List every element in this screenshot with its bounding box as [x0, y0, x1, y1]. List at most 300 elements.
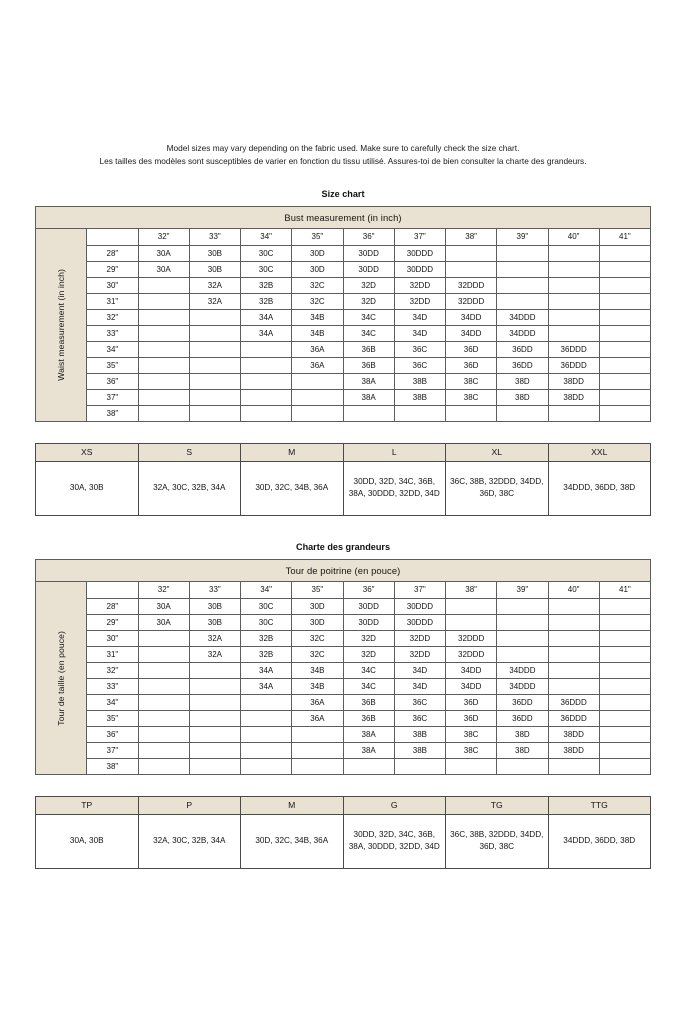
english-cell — [343, 405, 394, 421]
french-row-header: 34" — [87, 694, 138, 710]
english-cell — [189, 357, 240, 373]
french-row-header: 38" — [87, 758, 138, 774]
french-cell — [138, 646, 189, 662]
english-cell — [497, 405, 548, 421]
french-cell: 30DDD — [394, 598, 445, 614]
french-cell — [292, 742, 343, 758]
english-cell: 38D — [497, 389, 548, 405]
english-measurement-table — [35, 206, 651, 422]
english-cell: 30C — [241, 261, 292, 277]
english-category-value: 30DD, 32D, 34C, 36B, 38A, 30DDD, 32DD, 34D — [343, 461, 446, 515]
english-cell — [292, 405, 343, 421]
french-cell — [241, 742, 292, 758]
english-cell: 38D — [497, 373, 548, 389]
french-row-header: 33" — [87, 678, 138, 694]
english-cell: 34C — [343, 309, 394, 325]
french-cell — [599, 742, 650, 758]
table-row — [36, 261, 651, 277]
english-cell — [497, 293, 548, 309]
english-cell: 38DD — [548, 389, 599, 405]
french-category-value: 32A, 30C, 32B, 34A — [138, 814, 241, 868]
french-cell — [394, 758, 445, 774]
french-cell — [497, 758, 548, 774]
english-cell: 34DDD — [497, 309, 548, 325]
french-cell — [497, 614, 548, 630]
french-cell: 30D — [292, 614, 343, 630]
french-cell: 36DD — [497, 694, 548, 710]
french-cell: 38C — [446, 742, 497, 758]
french-category-value: 34DDD, 36DD, 38D — [548, 814, 651, 868]
english-cell: 38C — [446, 389, 497, 405]
french-cell: 32D — [343, 630, 394, 646]
english-banner-label: Bust measurement (in inch) — [36, 206, 651, 228]
english-cell — [497, 245, 548, 261]
english-cell: 34A — [241, 309, 292, 325]
english-row-header: 36" — [87, 373, 138, 389]
table-row — [36, 630, 651, 646]
french-cell: 34A — [241, 678, 292, 694]
french-category-header: TP — [36, 796, 139, 814]
french-cell: 34A — [241, 662, 292, 678]
french-category-value: 30DD, 32D, 34C, 36B, 38A, 30DDD, 32DD, 34D — [343, 814, 446, 868]
english-category-value: 30D, 32C, 34B, 36A — [241, 461, 344, 515]
french-cell — [599, 662, 650, 678]
english-cell: 36DD — [497, 341, 548, 357]
english-column-header: 37" — [394, 228, 445, 245]
french-cell — [189, 662, 240, 678]
french-cell — [189, 678, 240, 694]
english-category-value: 32A, 30C, 32B, 34A — [138, 461, 241, 515]
french-cell: 34B — [292, 678, 343, 694]
english-column-header: 33" — [189, 228, 240, 245]
french-cell: 34B — [292, 662, 343, 678]
english-row-axis-label-text: Waist measurement (in inch) — [56, 269, 67, 381]
english-cell — [241, 405, 292, 421]
french-cell — [138, 630, 189, 646]
english-cell: 32A — [189, 277, 240, 293]
french-cell — [138, 662, 189, 678]
english-row-header: 38" — [87, 405, 138, 421]
english-cell: 32D — [343, 277, 394, 293]
english-cell — [599, 373, 650, 389]
english-cell: 30DDD — [394, 261, 445, 277]
french-cell — [292, 758, 343, 774]
french-cell — [138, 758, 189, 774]
french-cell — [189, 694, 240, 710]
english-cell — [599, 325, 650, 341]
english-cell: 30DD — [343, 245, 394, 261]
french-cell: 34DD — [446, 662, 497, 678]
french-column-header: 38" — [446, 581, 497, 598]
french-cell — [189, 710, 240, 726]
english-cell — [548, 261, 599, 277]
english-cell: 32C — [292, 277, 343, 293]
english-cell — [189, 389, 240, 405]
table-row — [36, 405, 651, 421]
english-cell — [548, 245, 599, 261]
english-cell: 32DD — [394, 277, 445, 293]
french-cell: 32A — [189, 630, 240, 646]
french-cell: 32DD — [394, 646, 445, 662]
english-cell: 34B — [292, 325, 343, 341]
table-row — [36, 646, 651, 662]
french-cell: 36B — [343, 694, 394, 710]
french-cell — [548, 758, 599, 774]
french-column-header: 33" — [189, 581, 240, 598]
french-cell: 30DDD — [394, 614, 445, 630]
english-cell — [138, 373, 189, 389]
french-category-header: TTG — [548, 796, 651, 814]
french-row-header: 28" — [87, 598, 138, 614]
french-cell — [241, 710, 292, 726]
english-cell — [292, 373, 343, 389]
english-cell — [497, 261, 548, 277]
english-cell — [446, 405, 497, 421]
intro-line-english: Model sizes may vary depending on the fabric used. Make sure to carefully check the size chart. — [166, 143, 520, 153]
english-cell — [548, 325, 599, 341]
french-cell: 30B — [189, 598, 240, 614]
french-cell: 32D — [343, 646, 394, 662]
french-cell: 36A — [292, 710, 343, 726]
english-cell: 30B — [189, 245, 240, 261]
french-cell: 38A — [343, 726, 394, 742]
french-cell: 32DDD — [446, 646, 497, 662]
french-cell: 30DD — [343, 614, 394, 630]
english-category-value-row — [36, 461, 651, 515]
english-cell — [446, 245, 497, 261]
french-cell: 36D — [446, 694, 497, 710]
english-category-header: XS — [36, 443, 139, 461]
english-cell: 36DD — [497, 357, 548, 373]
english-cell: 34A — [241, 325, 292, 341]
french-category-value-row — [36, 814, 651, 868]
english-cell: 30C — [241, 245, 292, 261]
english-cell: 32DDD — [446, 293, 497, 309]
french-cell — [599, 694, 650, 710]
french-cell — [241, 758, 292, 774]
french-column-header — [87, 581, 138, 598]
english-cell — [599, 277, 650, 293]
french-cell: 36C — [394, 710, 445, 726]
english-cell — [599, 309, 650, 325]
french-cell: 30C — [241, 598, 292, 614]
english-category-value: 30A, 30B — [36, 461, 139, 515]
english-category-table — [35, 443, 651, 516]
english-cell: 36D — [446, 341, 497, 357]
english-row-axis-label — [36, 228, 87, 421]
french-section-title: Charte des grandeurs — [296, 541, 390, 552]
english-cell — [138, 293, 189, 309]
english-cell — [138, 341, 189, 357]
english-column-header: 38" — [446, 228, 497, 245]
table-row — [36, 277, 651, 293]
french-row-header: 32" — [87, 662, 138, 678]
english-column-header: 34" — [241, 228, 292, 245]
english-cell: 32DD — [394, 293, 445, 309]
english-cell: 38A — [343, 373, 394, 389]
french-cell: 34C — [343, 662, 394, 678]
english-cell: 36A — [292, 341, 343, 357]
english-cell — [189, 373, 240, 389]
english-column-header: 35" — [292, 228, 343, 245]
english-cell — [548, 277, 599, 293]
english-section-title: Size chart — [321, 188, 365, 199]
french-cell: 36D — [446, 710, 497, 726]
english-cell: 30DDD — [394, 245, 445, 261]
table-row — [36, 341, 651, 357]
french-cell — [548, 662, 599, 678]
english-cell: 30DD — [343, 261, 394, 277]
french-cell: 32DDD — [446, 630, 497, 646]
french-cell — [292, 726, 343, 742]
english-category-header: XXL — [548, 443, 651, 461]
french-row-header: 29" — [87, 614, 138, 630]
french-banner-label: Tour de poitrine (en pouce) — [36, 559, 651, 581]
table-row — [36, 758, 651, 774]
french-cell — [599, 758, 650, 774]
french-cell: 36A — [292, 694, 343, 710]
french-cell — [189, 758, 240, 774]
french-cell — [138, 694, 189, 710]
english-cell: 36B — [343, 341, 394, 357]
english-cell: 36DDD — [548, 341, 599, 357]
french-cell: 36DDD — [548, 694, 599, 710]
english-cell: 34DDD — [497, 325, 548, 341]
table-row — [36, 662, 651, 678]
english-banner-row — [36, 206, 651, 228]
english-cell: 34C — [343, 325, 394, 341]
french-cell — [548, 678, 599, 694]
french-cell — [446, 598, 497, 614]
french-category-table — [35, 796, 651, 869]
french-cell: 34C — [343, 678, 394, 694]
english-cell: 32B — [241, 277, 292, 293]
english-row-header: 31" — [87, 293, 138, 309]
english-cell: 36DDD — [548, 357, 599, 373]
english-category-value: 34DDD, 36DD, 38D — [548, 461, 651, 515]
french-cell — [241, 694, 292, 710]
english-cell — [189, 309, 240, 325]
french-cell — [548, 646, 599, 662]
english-category-header: M — [241, 443, 344, 461]
french-cell — [343, 758, 394, 774]
french-cell — [446, 614, 497, 630]
table-row — [36, 726, 651, 742]
english-row-header: 32" — [87, 309, 138, 325]
english-cell: 32A — [189, 293, 240, 309]
table-row — [36, 373, 651, 389]
french-cell — [599, 646, 650, 662]
english-cell — [292, 389, 343, 405]
english-row-header: 28" — [87, 245, 138, 261]
french-row-header: 37" — [87, 742, 138, 758]
english-cell — [548, 293, 599, 309]
french-cell — [497, 598, 548, 614]
french-category-header: G — [343, 796, 446, 814]
french-table-body — [36, 559, 651, 774]
french-category-header: TG — [446, 796, 549, 814]
table-row — [36, 357, 651, 373]
english-cell — [599, 357, 650, 373]
english-row-header: 29" — [87, 261, 138, 277]
french-cell: 34DDD — [497, 662, 548, 678]
english-cell: 36C — [394, 357, 445, 373]
english-cell: 32B — [241, 293, 292, 309]
english-cell: 36B — [343, 357, 394, 373]
english-cell: 34DD — [446, 325, 497, 341]
french-cell — [138, 678, 189, 694]
english-cell — [599, 293, 650, 309]
french-column-header: 34" — [241, 581, 292, 598]
english-cell: 32DDD — [446, 277, 497, 293]
french-category-header: P — [138, 796, 241, 814]
english-cell: 30B — [189, 261, 240, 277]
french-cell: 30DD — [343, 598, 394, 614]
french-cell: 30C — [241, 614, 292, 630]
french-cell — [497, 630, 548, 646]
french-category-value: 30A, 30B — [36, 814, 139, 868]
english-cell: 38B — [394, 373, 445, 389]
french-cell: 38B — [394, 742, 445, 758]
english-category-header-row — [36, 443, 651, 461]
french-cell: 38DD — [548, 726, 599, 742]
english-cell — [138, 357, 189, 373]
french-cell: 38D — [497, 742, 548, 758]
french-cell: 38A — [343, 742, 394, 758]
french-cell: 30A — [138, 598, 189, 614]
english-cell — [138, 405, 189, 421]
english-category-body — [36, 443, 651, 515]
english-category-value: 36C, 38B, 32DDD, 34DD, 36D, 38C — [446, 461, 549, 515]
english-cell: 34B — [292, 309, 343, 325]
english-cell — [189, 341, 240, 357]
french-cell — [189, 726, 240, 742]
english-cell — [189, 405, 240, 421]
french-category-value: 30D, 32C, 34B, 36A — [241, 814, 344, 868]
english-cell — [241, 341, 292, 357]
english-table-body — [36, 206, 651, 421]
french-row-header: 30" — [87, 630, 138, 646]
english-cell: 32C — [292, 293, 343, 309]
english-cell — [599, 389, 650, 405]
french-cell: 36C — [394, 694, 445, 710]
english-category-header: L — [343, 443, 446, 461]
french-cell: 32A — [189, 646, 240, 662]
english-cell — [599, 341, 650, 357]
french-cell: 38B — [394, 726, 445, 742]
intro-disclaimer — [35, 0, 651, 169]
english-column-header: 36" — [343, 228, 394, 245]
french-cell — [599, 614, 650, 630]
table-row — [36, 710, 651, 726]
english-column-header: 40" — [548, 228, 599, 245]
french-column-header: 36" — [343, 581, 394, 598]
english-cell: 38A — [343, 389, 394, 405]
table-row — [36, 694, 651, 710]
french-cell: 32C — [292, 630, 343, 646]
french-cell: 32B — [241, 646, 292, 662]
french-cell: 30A — [138, 614, 189, 630]
french-cell — [599, 726, 650, 742]
english-row-header: 34" — [87, 341, 138, 357]
french-cell — [138, 726, 189, 742]
english-cell: 34D — [394, 309, 445, 325]
french-cell: 30B — [189, 614, 240, 630]
french-cell — [241, 726, 292, 742]
english-row-header: 35" — [87, 357, 138, 373]
english-column-header — [87, 228, 138, 245]
french-category-value: 36C, 38B, 32DDD, 34DD, 36D, 38C — [446, 814, 549, 868]
french-category-header-row — [36, 796, 651, 814]
english-cell: 30D — [292, 245, 343, 261]
english-cell: 30D — [292, 261, 343, 277]
french-column-header: 35" — [292, 581, 343, 598]
table-row — [36, 325, 651, 341]
english-cell — [497, 277, 548, 293]
english-category-header: S — [138, 443, 241, 461]
french-cell — [138, 742, 189, 758]
english-cell — [138, 277, 189, 293]
french-row-axis-label-text: Tour de taille (en pouce) — [56, 630, 67, 726]
french-cell: 30D — [292, 598, 343, 614]
french-cell: 32C — [292, 646, 343, 662]
english-cell — [241, 373, 292, 389]
english-cell — [138, 309, 189, 325]
english-cell — [599, 261, 650, 277]
french-cell: 36B — [343, 710, 394, 726]
table-row — [36, 293, 651, 309]
english-cell: 34DD — [446, 309, 497, 325]
english-row-header: 37" — [87, 389, 138, 405]
english-cell — [548, 405, 599, 421]
table-row — [36, 309, 651, 325]
french-row-header: 35" — [87, 710, 138, 726]
french-cell: 32DD — [394, 630, 445, 646]
french-cell: 34DDD — [497, 678, 548, 694]
intro-line-french: Les tailles des modèles sont susceptibles de varier en fonction du tissu utilisé. Assures-toi de bien consulter la charte des grandeurs. — [99, 156, 587, 167]
english-cell: 38B — [394, 389, 445, 405]
english-cell: 30A — [138, 245, 189, 261]
english-column-header-row — [36, 228, 651, 245]
table-row — [36, 614, 651, 630]
english-column-header: 41" — [599, 228, 650, 245]
french-column-header-row — [36, 581, 651, 598]
english-cell — [241, 357, 292, 373]
english-cell: 38DD — [548, 373, 599, 389]
english-cell: 36C — [394, 341, 445, 357]
table-row — [36, 742, 651, 758]
english-column-header: 32" — [138, 228, 189, 245]
english-cell — [548, 309, 599, 325]
french-cell: 38C — [446, 726, 497, 742]
french-column-header: 41" — [599, 581, 650, 598]
french-category-body — [36, 796, 651, 868]
french-cell — [599, 710, 650, 726]
french-column-header: 39" — [497, 581, 548, 598]
english-column-header: 39" — [497, 228, 548, 245]
english-cell — [241, 389, 292, 405]
french-cell — [599, 630, 650, 646]
english-cell: 34D — [394, 325, 445, 341]
french-cell — [548, 630, 599, 646]
english-cell — [599, 245, 650, 261]
french-cell — [599, 598, 650, 614]
french-cell: 36DDD — [548, 710, 599, 726]
english-cell — [446, 261, 497, 277]
french-measurement-table — [35, 559, 651, 775]
french-cell: 34D — [394, 678, 445, 694]
english-cell: 38C — [446, 373, 497, 389]
